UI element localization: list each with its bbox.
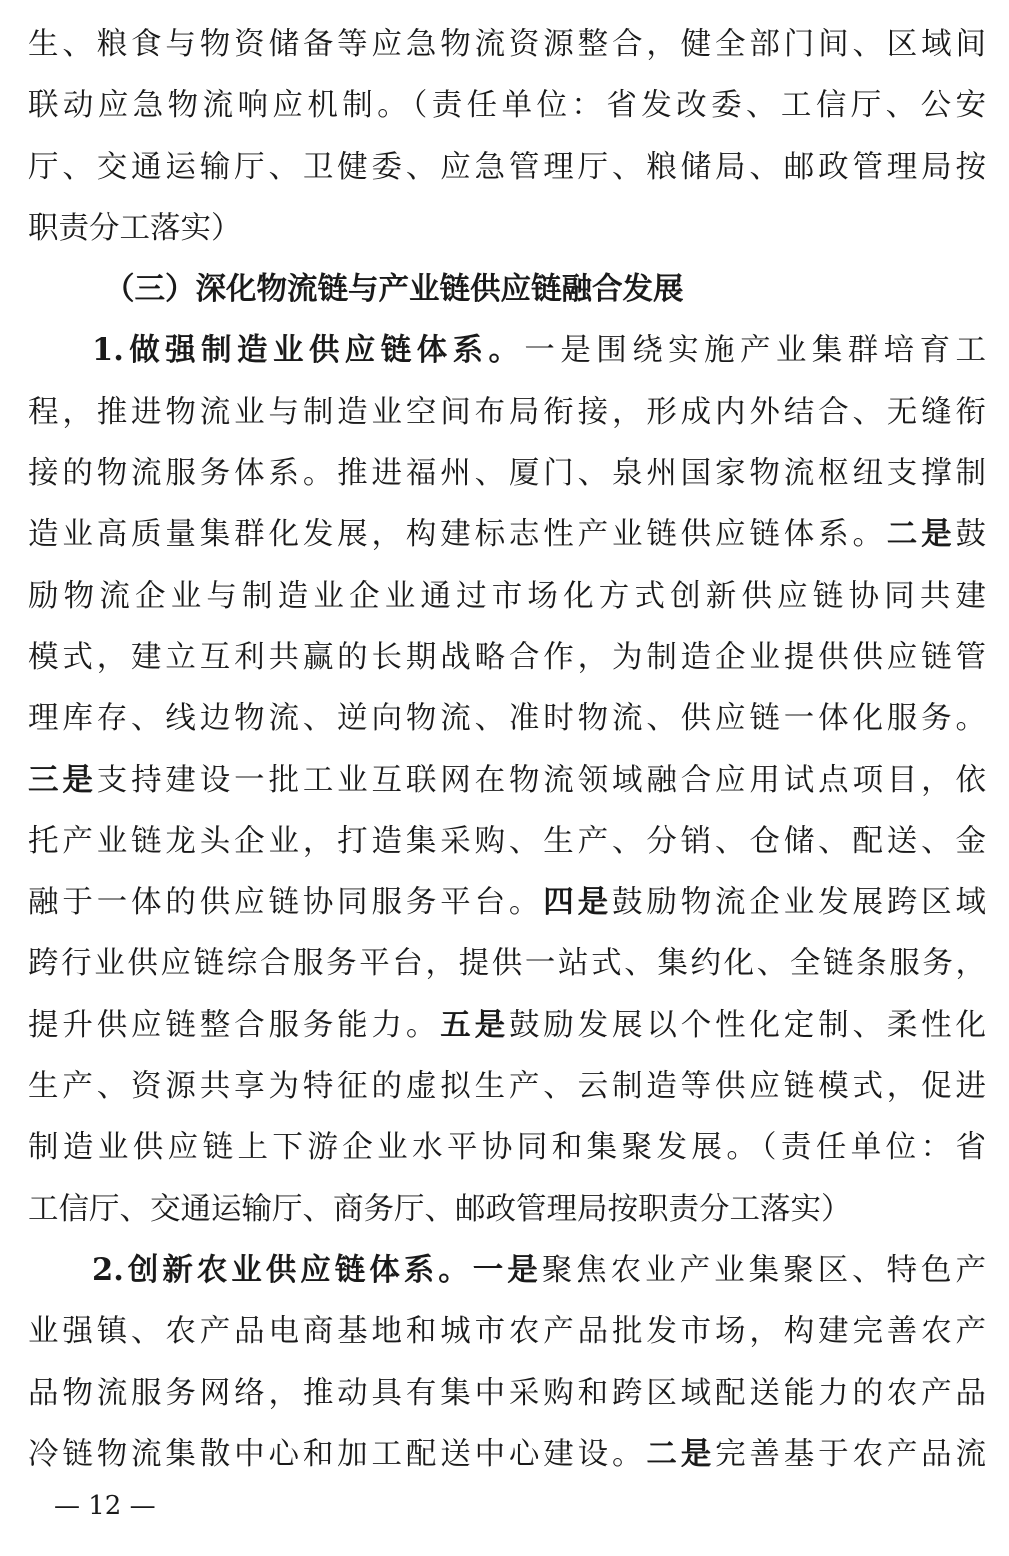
emphasis-text: 二是 [646, 1435, 716, 1472]
paragraph-text: 鼓励发展以个性化定制、柔性化 [508, 1007, 986, 1043]
paragraph-line: 联动应急物流响应机制。（责任单位：省发改委、工信厅、公安 [28, 88, 986, 124]
paragraph-line: 生产、资源共享为特征的虚拟生产、云制造等供应链模式，促进 [28, 1069, 986, 1105]
item2-title: 2.创新农业供应链体系。 [92, 1251, 473, 1288]
paragraph-line [28, 1424, 986, 1485]
item2-first-line [28, 1240, 986, 1301]
paragraph-text: 完善基于农产品流 [715, 1436, 986, 1472]
paragraph-line: 模式，建立互利共赢的长期战略合作，为制造企业提供供应链管 [28, 639, 986, 675]
paragraph-line: 生、粮食与物资储备等应急物流资源整合，健全部门间、区域间 [28, 27, 986, 62]
paragraph-line: 工信厅、交通运输厅、商务厅、邮政管理局按职责分工落实） [28, 1191, 852, 1227]
paragraph-line: 品物流服务网络，推动具有集中采购和跨区域配送能力的农产品 [28, 1375, 986, 1411]
paragraph-line [28, 750, 986, 811]
paragraph-line: 制造业供应链上下游企业水平协同和集聚发展。（责任单位：省 [28, 1130, 986, 1166]
paragraph-line: 接的物流服务体系。推进福州、厦门、泉州国家物流枢纽支撑制 [28, 456, 986, 492]
paragraph-text: 提升供应链整合服务能力。 [28, 1007, 441, 1043]
item2-text: 聚焦农业产业集聚区、特色产 [541, 1252, 986, 1288]
section-heading: （三）深化物流链与产业链供应链融合发展 [104, 272, 684, 308]
paragraph-text: 造业高质量集群化发展，构建标志性产业链供应链体系。 [28, 517, 887, 553]
emphasis-text: 三是 [28, 761, 97, 798]
paragraph-line: 理库存、线边物流、逆向物流、准时物流、供应链一体化服务。 [28, 701, 986, 737]
paragraph-text: 融于一体的供应链协同服务平台。 [28, 885, 544, 921]
paragraph-line [28, 995, 986, 1056]
item1-title: 1.做强制造业供应链体系。 [92, 332, 525, 369]
emphasis-text: 二是 [886, 516, 956, 553]
paragraph-line: 厅、交通运输厅、卫健委、应急管理厅、粮储局、邮政管理局按 [28, 149, 986, 185]
page-number: — 12 — [54, 1491, 156, 1521]
emphasis-text: 一是 [472, 1251, 542, 1288]
emphasis-text: 四是 [543, 884, 612, 921]
paragraph-line: 程，推进物流业与制造业空间布局衔接，形成内外结合、无缝衔 [28, 394, 986, 430]
emphasis-text: 五是 [440, 1006, 509, 1043]
paragraph-text: 支持建设一批工业互联网在物流领域融合应用试点项目，依 [96, 762, 986, 798]
item1-text: 一是围绕实施产业集群培育工 [524, 333, 986, 369]
paragraph-line [28, 872, 986, 933]
paragraph-line: 励物流企业与制造业企业通过市场化方式创新供应链协同共建 [28, 578, 986, 614]
paragraph-line [28, 504, 986, 565]
paragraph-line: 职责分工落实） [28, 210, 242, 246]
paragraph-text: 鼓 [955, 517, 986, 553]
paragraph-line: 跨行业供应链综合服务平台，提供一站式、集约化、全链条服务， [28, 946, 986, 982]
document-page [28, 14, 986, 1485]
paragraph-text: 冷链物流集散中心和加工配送中心建设。 [28, 1436, 647, 1472]
paragraph-line: 托产业链龙头企业，打造集采购、生产、分销、仓储、配送、金 [28, 823, 986, 859]
item1-first-line [28, 320, 986, 381]
paragraph-text: 鼓励物流企业发展跨区域 [612, 885, 986, 921]
paragraph-line: 业强镇、农产品电商基地和城市农产品批发市场，构建完善农产 [28, 1314, 986, 1350]
